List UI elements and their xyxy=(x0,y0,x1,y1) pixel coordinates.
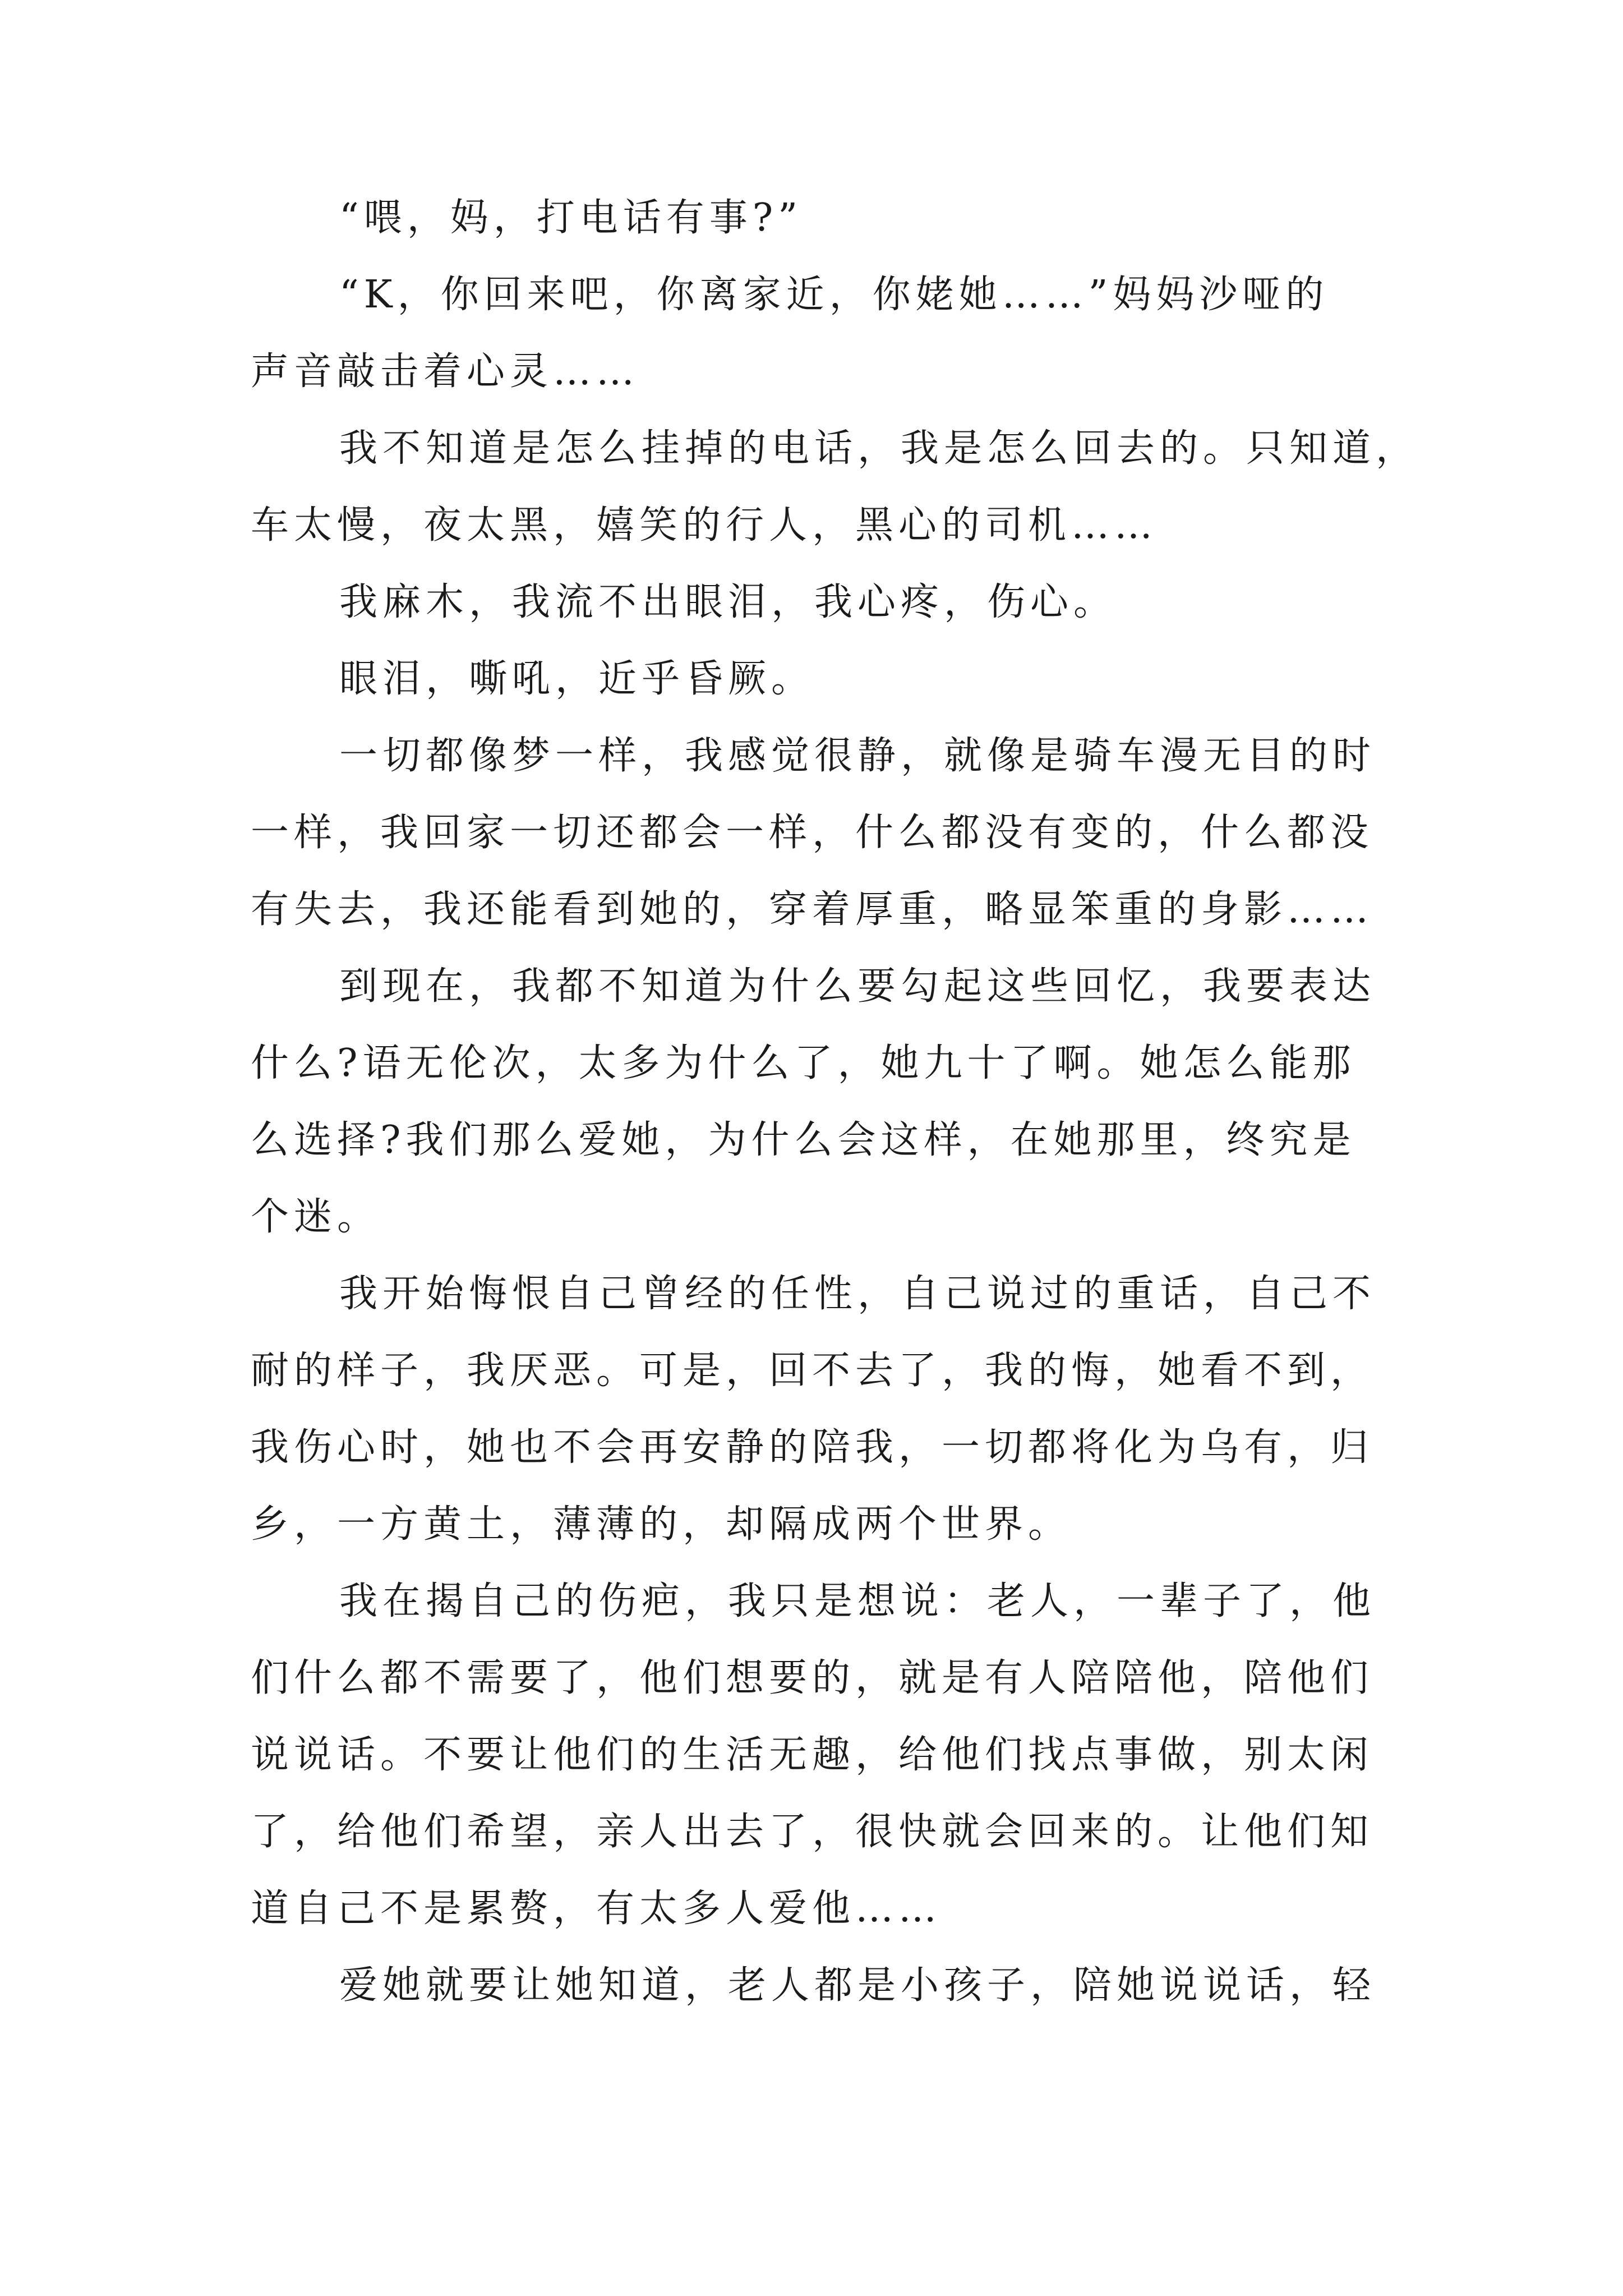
text-line: 声音敲击着心灵…… xyxy=(251,349,640,394)
text-line: 我不知道是怎么挂掉的电话，我是怎么回去的。只知道， xyxy=(339,426,1419,471)
paragraph xyxy=(251,256,1395,410)
text-line: 么选择?我们那么爱她，为什么会这样，在她那里，终究是 xyxy=(251,1118,1356,1162)
text-line: 爱她就要让她知道，老人都是小孩子，陪她说说话，轻 xyxy=(339,1963,1376,2008)
text-line: 我在揭自己的伤疤，我只是想说：老人，一辈子了，他 xyxy=(339,1579,1376,1623)
text-line: 们什么都不需要了，他们想要的，就是有人陪陪他，陪他们 xyxy=(251,1656,1374,1700)
text-line: “K，你回来吧，你离家近，你姥她……”妈妈沙哑的 xyxy=(339,273,1329,317)
text-line: 耐的样子，我厌恶。可是，回不去了，我的悔，她看不到， xyxy=(251,1349,1374,1393)
text-line: 到现在，我都不知道为什么要勾起这些回忆，我要表达 xyxy=(339,964,1376,1009)
paragraph xyxy=(251,1255,1395,1563)
text-line: 了，给他们希望，亲人出去了，很快就会回来的。让他们知 xyxy=(251,1810,1374,1854)
paragraph xyxy=(251,180,1395,256)
text-line: 个迷。 xyxy=(251,1195,381,1239)
paragraph xyxy=(251,948,1395,1255)
body-text xyxy=(251,180,1419,2024)
text-line: “喂，妈，打电话有事?” xyxy=(339,196,803,240)
paragraph xyxy=(251,641,1395,717)
paragraph xyxy=(251,1563,1395,1947)
text-line: 一样，我回家一切还都会一样，什么都没有变的，什么都没 xyxy=(251,811,1374,855)
text-line: 车太慢，夜太黑，嬉笑的行人，黑心的司机…… xyxy=(251,503,1158,547)
text-line: 什么?语无伦次，太多为什么了，她九十了啊。她怎么能那 xyxy=(251,1041,1356,1085)
text-line: 我伤心时，她也不会再安静的陪我，一切都将化为乌有，归 xyxy=(251,1425,1374,1470)
paragraph xyxy=(251,564,1395,641)
text-line: 道自己不是累赘，有太多人爱他…… xyxy=(251,1887,942,1931)
text-line: 乡，一方黄土，薄薄的，却隔成两个世界。 xyxy=(251,1502,1072,1547)
text-line: 一切都像梦一样，我感觉很静，就像是骑车漫无目的时 xyxy=(339,734,1376,778)
text-line: 我麻木，我流不出眼泪，我心疼，伤心。 xyxy=(339,580,1117,624)
text-line: 说说话。不要让他们的生活无趣，给他们找点事做，别太闲 xyxy=(251,1733,1374,1777)
text-line: 有失去，我还能看到她的，穿着厚重，略显笨重的身影…… xyxy=(251,887,1374,932)
text-line: 我开始悔恨自己曾经的任性，自己说过的重话，自己不 xyxy=(339,1272,1376,1316)
text-line: 眼泪，嘶吼，近乎昏厥。 xyxy=(339,657,815,701)
paragraph xyxy=(251,717,1395,948)
paragraph xyxy=(251,410,1419,564)
paragraph xyxy=(251,1947,1395,2024)
